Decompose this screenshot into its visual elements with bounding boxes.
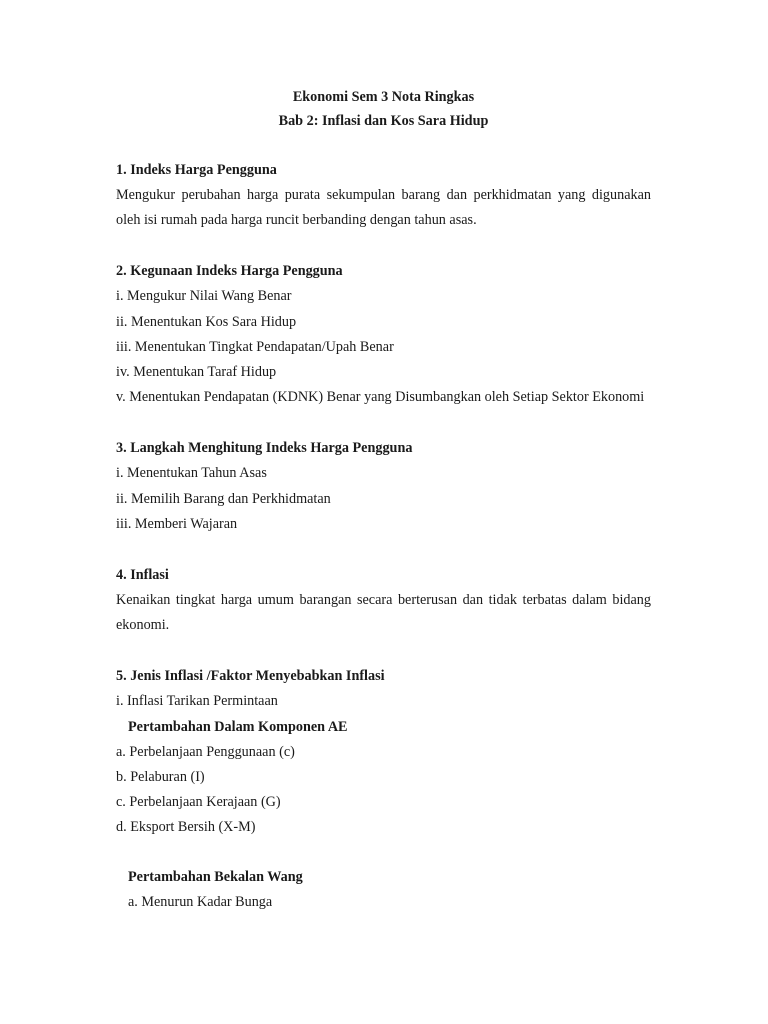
section-heading: 3. Langkah Menghitung Indeks Harga Pengguna (116, 440, 413, 457)
section-langkah-menghitung-ihp (116, 436, 651, 537)
sub-heading-bekalan-wang: Pertambahan Bekalan Wang (128, 869, 303, 886)
section-paragraph: Kenaikan tingkat harga umum barangan secara berterusan dan tidak terbatas dalam bidang ekonomi. (116, 592, 651, 634)
list-item: ii. Menentukan Kos Sara Hidup (116, 313, 297, 330)
section-heading: 5. Jenis Inflasi /Faktor Menyebabkan Inflasi (116, 668, 385, 685)
section-kegunaan-ihp (116, 259, 651, 410)
list-item: c. Perbelanjaan Kerajaan (G) (116, 794, 281, 811)
list-item: a. Menurun Kadar Bunga (128, 894, 273, 911)
section-heading: 2. Kegunaan Indeks Harga Pengguna (116, 263, 343, 280)
document-title: Ekonomi Sem 3 Nota Ringkas (292, 89, 475, 105)
document-content (116, 86, 651, 916)
list-item: i. Inflasi Tarikan Permintaan (116, 693, 278, 710)
section-paragraph: Mengukur perubahan harga purata sekumpulan barang dan perkhidmatan yang digunakan oleh isi rumah pada harga runcit berbanding dengan tahun asas. (116, 187, 651, 229)
list-item: a. Perbelanjaan Penggunaan (c) (116, 743, 295, 760)
list-item: iii. Memberi Wajaran (116, 515, 238, 532)
list-item: d. Eksport Bersih (X-M) (116, 819, 256, 836)
list-item: b. Pelaburan (I) (116, 768, 205, 785)
sub-heading-komponen-ae: Pertambahan Dalam Komponen AE (128, 718, 348, 735)
list-item: i. Menentukan Tahun Asas (116, 465, 267, 482)
section-jenis-inflasi (116, 664, 651, 915)
section-heading: 4. Inflasi (116, 567, 169, 584)
section-indeks-harga-pengguna (116, 158, 651, 233)
list-item: ii. Memilih Barang dan Perkhidmatan (116, 490, 331, 507)
section-inflasi (116, 563, 651, 638)
section-heading: 1. Indeks Harga Pengguna (116, 162, 277, 178)
document-subtitle: Bab 2: Inflasi dan Kos Sara Hidup (278, 112, 489, 129)
list-item: iii. Menentukan Tingkat Pendapatan/Upah Benar (116, 338, 394, 355)
list-item: iv. Menentukan Taraf Hidup (116, 364, 277, 381)
list-item: i. Mengukur Nilai Wang Benar (116, 288, 292, 305)
list-item: v. Menentukan Pendapatan (KDNK) Benar yang Disumbangkan oleh Setiap Sektor Ekonomi (116, 389, 645, 406)
